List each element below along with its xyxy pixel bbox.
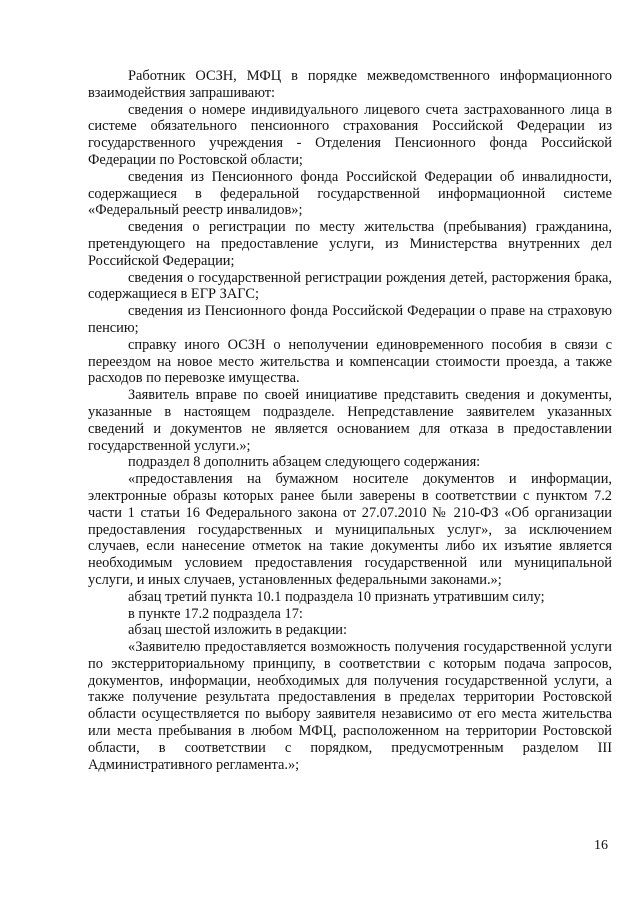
paragraph-amendment: абзац третий пункта 10.1 подраздела 10 признать утратившим силу; — [128, 588, 545, 605]
paragraph-applicant-rights: Заявитель вправе по своей инициативе представить сведения и документы, указанные в настоящем подразделе. Непредставление заявителем указанных сведений и документов не является основанием для отказа в предоставлении государственной услуги.»; — [88, 387, 612, 454]
paragraph-amendment: в пункте 17.2 подраздела 17: — [128, 605, 303, 622]
paragraph-item: справку иного ОСЗН о неполучении единовременного пособия в связи с переездом на новое место жительства и компенсации стоимости проезда, а также расходов по перевозке имущества. — [88, 336, 612, 387]
paragraph-intro: Работник ОСЗН, МФЦ в порядке межведомственного информационного взаимодействия запрашивают: — [88, 68, 612, 101]
paragraph-quote: «Заявителю предоставляется возможность получения государственной услуги по экстерриториальному принципу, в соответствии с которым подача запросов, документов, информации, необходимых для получения государственной услуги, а также получение результата предоставления в пределах территории Ростовской области осуществляется по выбору заявителя независимо от его места жительства или места пребывания в любом МФЦ, расположенном на территории Ростовской области, в соответствии с порядком, предусмотренным разделом III Административного регламента.»; — [88, 639, 612, 773]
paragraph-item: сведения из Пенсионного фонда Российской Федерации о праве на страховую пенсию; — [88, 303, 612, 336]
paragraph-amendment: подраздел 8 дополнить абзацем следующего содержания: — [128, 454, 481, 471]
paragraph-item: сведения о номере индивидуального лицевого счета застрахованного лица в системе обязательного пенсионного страхования Российской Федерации из государственного учреждения - Отделения Пенсионного фонда Российской Федерации по Ростовской области; — [88, 101, 612, 168]
document-body — [88, 68, 612, 773]
paragraph-amendment: абзац шестой изложить в редакции: — [128, 622, 347, 639]
paragraph-quote: «предоставления на бумажном носителе документов и информации, электронные образы которых ранее были заверены в соответствии с пунктом 7.2 части 1 статьи 16 Федерального закона от 27.07.2010 № 210-ФЗ «Об организации предоставления государственных и муниципальных услуг», за исключением случаев, если нанесение отметок на такие документы либо их изъятие является необходимым условием предоставления государственной или муниципальной услуги, и иных случаев, установленных федеральными законами.»; — [88, 471, 612, 588]
paragraph-item: сведения из Пенсионного фонда Российской Федерации об инвалидности, содержащиеся в федеральной государственной информационной системе «Федеральный реестр инвалидов»; — [88, 168, 612, 219]
paragraph-item: сведения о государственной регистрации рождения детей, расторжения брака, содержащиеся в ЕГР ЗАГС; — [88, 269, 612, 303]
paragraph-item: сведения о регистрации по месту жительства (пребывания) гражданина, претендующего на предоставление услуги, из Министерства внутренних дел Российской Федерации; — [88, 219, 612, 269]
page-number: 16 — [594, 838, 608, 853]
